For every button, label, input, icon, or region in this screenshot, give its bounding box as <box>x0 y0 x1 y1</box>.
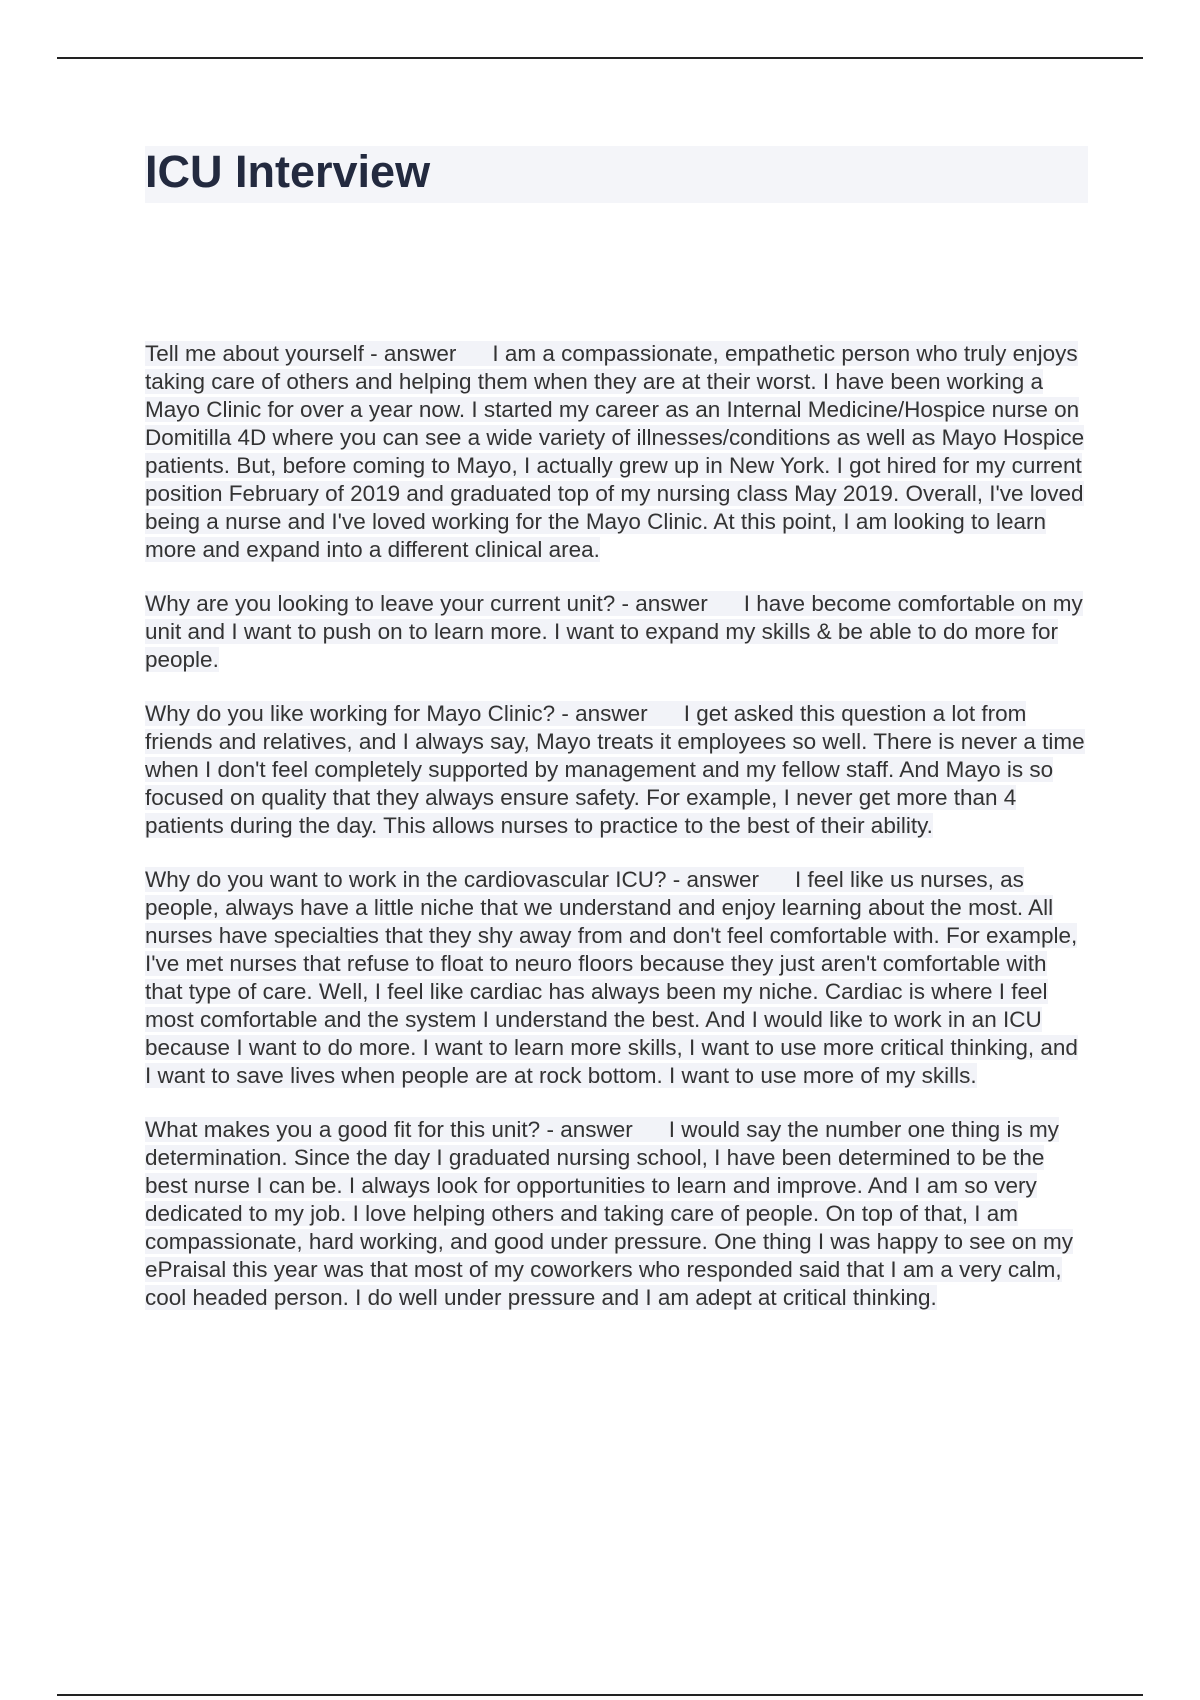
qa-answer: I would say the number one thing is my determination. Since the day I graduated nursing school, I have been determined to be the best nurse I can be. I always look for opportunities to learn and improve. And I am so very dedicated to my job. I love helping others and taking care of people. On top of that, I am compassionate, hard working, and good under pressure. One thing I was happy to see on my ePraisal this year was that most of my coworkers who responded said that I am a very calm, cool headed person. I do well under pressure and I am adept at critical thinking. <box>145 1117 1074 1310</box>
qa-item <box>145 1116 1090 1312</box>
qa-answer: I am a compassionate, empathetic person who truly enjoys taking care of others and helping them when they are at their worst. I have been working a Mayo Clinic for over a year now. I started my career as an Internal Medicine/Hospice nurse on Domitilla 4D where you can see a wide variety of illnesses/conditions as well as Mayo Hospice patients. But, before coming to Mayo, I actually grew up in New York. I got hired for my current position February of 2019 and graduated top of my nursing class May 2019. Overall, I've loved being a nurse and I've loved working for the Mayo Clinic. At this point, I am looking to learn more and expand into a different clinical area. <box>145 341 1085 562</box>
top-divider <box>57 57 1143 59</box>
qa-list <box>145 340 1090 1338</box>
qa-question: Why do you want to work in the cardiovascular ICU? - answer <box>145 867 760 892</box>
qa-question: Why are you looking to leave your current unit? - answer <box>145 591 708 616</box>
qa-item <box>145 700 1090 840</box>
qa-item <box>145 590 1090 674</box>
bottom-divider <box>57 1694 1143 1696</box>
page-title: ICU Interview <box>145 146 431 197</box>
qa-answer: I get asked this question a lot from friends and relatives, and I always say, Mayo treats it employees so well. There is never a time when I don't feel completely supported by management and my fellow staff. And Mayo is so focused on quality that they always ensure safety. For example, I never get more than 4 patients during the day. This allows nurses to practice to the best of their ability. <box>145 701 1085 838</box>
qa-question: Tell me about yourself - answer <box>145 341 457 366</box>
qa-answer: I have become comfortable on my unit and I want to push on to learn more. I want to expand my skills & be able to do more for people. <box>145 591 1083 672</box>
qa-answer: I feel like us nurses, as people, always have a little niche that we understand and enjoy learning about the most. All nurses have specialties that they shy away from and don't feel comfortable with. For example, I've met nurses that refuse to float to neuro floors because they just aren't comfortable with that type of care. Well, I feel like cardiac has always been my niche. Cardiac is where I feel most comfortable and the system I understand the best. And I would like to work in an ICU because I want to do more. I want to learn more skills, I want to use more critical thinking, and I want to save lives when people are at rock bottom. I want to use more of my skills. <box>145 867 1078 1088</box>
qa-item <box>145 340 1090 564</box>
qa-question: Why do you like working for Mayo Clinic? - answer <box>145 701 648 726</box>
qa-item <box>145 866 1090 1090</box>
qa-question: What makes you a good fit for this unit? - answer <box>145 1117 633 1142</box>
